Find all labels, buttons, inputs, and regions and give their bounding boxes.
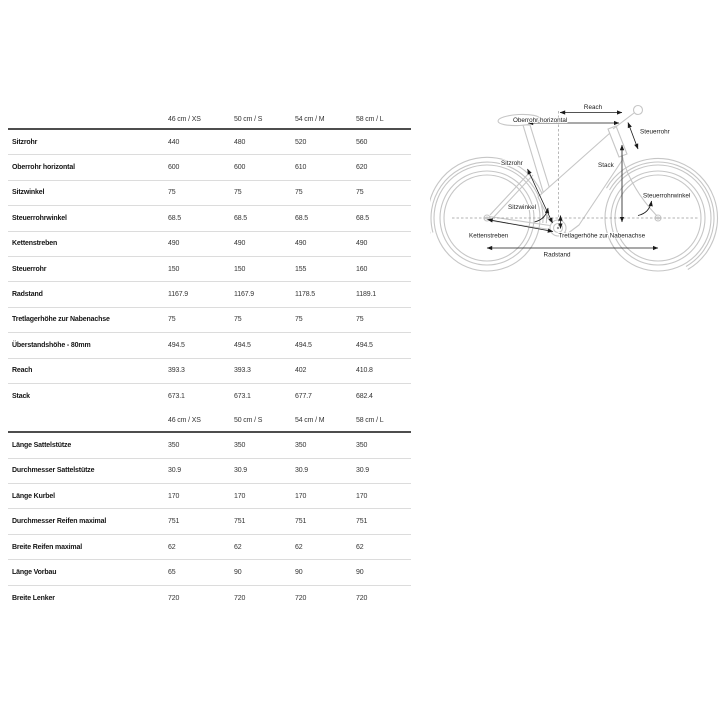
row-value-l: 494.5 (356, 341, 373, 349)
table-row (8, 257, 411, 282)
row-value-l: 68.5 (356, 214, 370, 222)
size-header-row (8, 110, 411, 130)
table-row (8, 232, 411, 257)
row-label: Breite Reifen maximal (12, 543, 82, 551)
row-value-xs: 62 (168, 543, 176, 551)
diagram-label-oberrohr: Oberrohr horizontal (513, 117, 568, 124)
size-header-cell: 54 cm / M (295, 416, 325, 424)
row-value-s: 494.5 (234, 341, 251, 349)
row-value-xs: 600 (168, 164, 180, 172)
table-row (8, 130, 411, 155)
row-label: Überstandshöhe - 80mm (12, 341, 91, 349)
row-value-s: 720 (234, 594, 246, 602)
row-value-m: 520 (295, 138, 307, 146)
row-label: Durchmesser Reifen maximal (12, 518, 107, 526)
row-value-l: 160 (356, 265, 368, 273)
table-row (8, 333, 411, 358)
row-label: Länge Sattelstütze (12, 441, 72, 449)
row-value-xs: 490 (168, 240, 180, 248)
row-value-xs: 494.5 (168, 341, 185, 349)
row-value-l: 170 (356, 492, 368, 500)
row-value-xs: 75 (168, 316, 176, 324)
handlebar-grip (634, 106, 643, 115)
row-value-s: 75 (234, 316, 242, 324)
geometry-table-frame (8, 110, 411, 409)
diagram-label-steuerrohr: Steuerrohr (640, 128, 670, 136)
row-value-s: 75 (234, 189, 242, 197)
size-header-cell: 54 cm / M (295, 115, 325, 123)
row-value-s: 68.5 (234, 214, 248, 222)
bike-geometry-diagram (430, 85, 720, 295)
row-label: Radstand (12, 291, 43, 299)
table-row (8, 181, 411, 206)
frame-geometry-rows (8, 130, 411, 409)
row-value-l: 490 (356, 240, 368, 248)
row-value-s: 751 (234, 518, 246, 526)
row-value-l: 620 (356, 164, 368, 172)
diagram-label-steuerrohrwinkel: Steuerrohrwinkel (643, 192, 691, 200)
row-value-m: 677.7 (295, 393, 312, 401)
geometry-tables (8, 110, 411, 611)
row-value-m: 68.5 (295, 214, 309, 222)
diagram-label-reach: Reach (583, 104, 603, 111)
row-value-s: 600 (234, 164, 246, 172)
table-row (8, 282, 411, 307)
row-value-xs: 30.9 (168, 467, 182, 475)
row-value-xs: 75 (168, 189, 176, 197)
size-header-cell: 46 cm / XS (168, 416, 201, 424)
row-value-xs: 150 (168, 265, 180, 273)
row-value-xs: 350 (168, 441, 180, 449)
row-value-s: 150 (234, 265, 246, 273)
row-label: Tretlagerhöhe zur Nabenachse (12, 316, 110, 324)
diagram-label-sitzrohr: Sitzrohr (501, 160, 523, 167)
row-value-l: 560 (356, 138, 368, 146)
row-value-l: 410.8 (356, 367, 373, 375)
table-row (8, 308, 411, 333)
row-value-l: 30.9 (356, 467, 370, 475)
row-value-s: 673.1 (234, 393, 251, 401)
rear-wheel (430, 157, 547, 271)
row-value-m: 350 (295, 441, 307, 449)
row-value-xs: 440 (168, 138, 180, 146)
diagram-label-kettenstreben: Kettenstreben (469, 232, 509, 240)
row-value-s: 480 (234, 138, 246, 146)
row-value-m: 751 (295, 518, 307, 526)
row-value-s: 62 (234, 543, 242, 551)
row-label: Länge Vorbau (12, 568, 57, 576)
row-value-m: 610 (295, 164, 307, 172)
table-row (8, 155, 411, 180)
row-value-xs: 1167.9 (168, 291, 188, 299)
row-value-l: 350 (356, 441, 368, 449)
row-value-l: 720 (356, 594, 368, 602)
size-header-cell: 58 cm / L (356, 115, 384, 123)
row-value-l: 1189.1 (356, 291, 376, 299)
geometry-table-components (8, 409, 411, 611)
steuerrohr-arrow (628, 123, 638, 150)
size-header-cell: 50 cm / S (234, 115, 263, 123)
row-value-l: 751 (356, 518, 368, 526)
row-label: Breite Lenker (12, 594, 55, 602)
diagram-label-radstand: Radstand (543, 251, 571, 259)
row-label: Kettenstreben (12, 240, 58, 248)
row-value-s: 90 (234, 568, 242, 576)
row-value-m: 75 (295, 316, 303, 324)
row-value-xs: 170 (168, 492, 180, 500)
row-value-m: 720 (295, 594, 307, 602)
row-label: Reach (12, 367, 33, 375)
row-value-m: 62 (295, 543, 303, 551)
size-header-cell: 50 cm / S (234, 416, 263, 424)
table-row (8, 206, 411, 231)
table-row (8, 586, 411, 611)
row-value-l: 75 (356, 316, 364, 324)
table-row (8, 560, 411, 585)
size-header-row-2 (8, 409, 411, 433)
table-row (8, 433, 411, 458)
row-value-l: 682.4 (356, 393, 373, 401)
table-row (8, 484, 411, 509)
row-value-xs: 65 (168, 568, 176, 576)
table-row (8, 384, 411, 409)
row-value-m: 90 (295, 568, 303, 576)
row-value-m: 1178.5 (295, 291, 315, 299)
size-header-cell: 58 cm / L (356, 416, 384, 424)
row-label: Steuerrohr (12, 265, 47, 273)
row-value-xs: 751 (168, 518, 180, 526)
row-value-s: 170 (234, 492, 246, 500)
row-value-xs: 393.3 (168, 367, 185, 375)
row-value-s: 393.3 (234, 367, 251, 375)
row-value-m: 30.9 (295, 467, 309, 475)
table-row (8, 509, 411, 534)
table-row (8, 459, 411, 484)
table-row (8, 359, 411, 384)
row-label: Länge Kurbel (12, 492, 55, 500)
row-value-s: 30.9 (234, 467, 248, 475)
row-value-xs: 720 (168, 594, 180, 602)
row-value-s: 350 (234, 441, 246, 449)
row-value-xs: 673.1 (168, 393, 185, 401)
diagram-label-stack: Stack (598, 162, 614, 169)
row-label: Durchmesser Sattelstütze (12, 467, 95, 475)
diagram-label-sitzwinkel: Sitzwinkel (508, 204, 536, 211)
row-value-m: 490 (295, 240, 307, 248)
row-value-m: 170 (295, 492, 307, 500)
row-value-xs: 68.5 (168, 214, 182, 222)
row-value-m: 75 (295, 189, 303, 197)
row-value-m: 155 (295, 265, 307, 273)
diagram-label-tretlagerhoehe: Tretlagerhöhe zur Nabenachse (558, 232, 646, 240)
row-value-s: 490 (234, 240, 246, 248)
row-value-l: 62 (356, 543, 364, 551)
chain-stays (489, 217, 550, 230)
row-label: Steuerrohrwinkel (12, 214, 67, 222)
row-value-m: 402 (295, 367, 307, 375)
row-label: Sitzrohr (12, 138, 38, 146)
bike-frame (489, 106, 657, 237)
row-value-s: 1167.9 (234, 291, 254, 299)
row-label: Oberrohr horizontal (12, 164, 75, 172)
row-value-m: 494.5 (295, 341, 312, 349)
table-row (8, 535, 411, 560)
row-value-l: 75 (356, 189, 364, 197)
size-header-cell: 46 cm / XS (168, 115, 201, 123)
component-rows (8, 433, 411, 611)
row-value-l: 90 (356, 568, 364, 576)
row-label: Sitzwinkel (12, 189, 45, 197)
stem (613, 113, 634, 129)
row-label: Stack (12, 393, 30, 401)
